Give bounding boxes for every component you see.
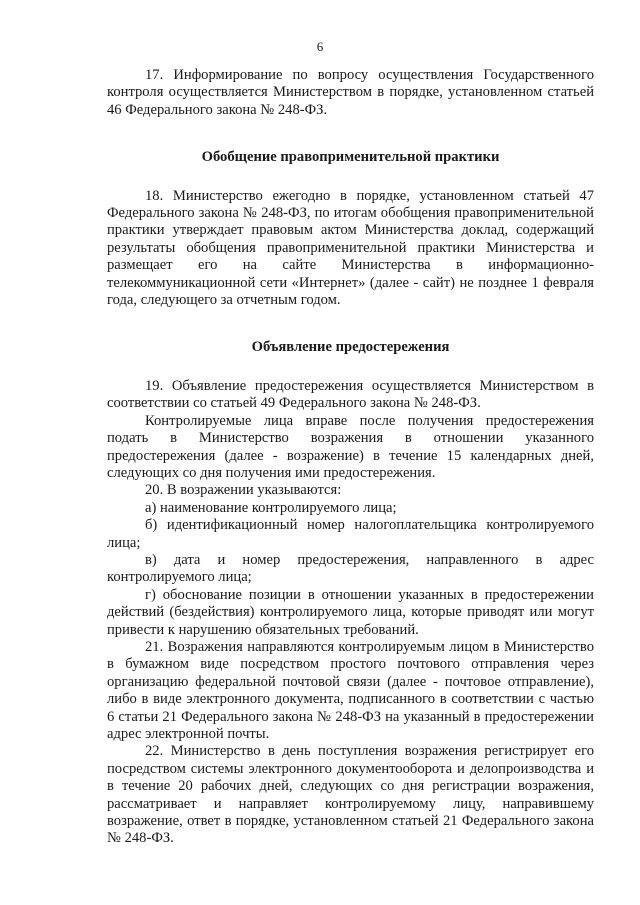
paragraph-20-a: а) наименование контролируемого лица; <box>145 499 397 516</box>
paragraph-20-c: в) дата и номер предостережения, направленного в адрес контролируемого лица; <box>107 551 594 586</box>
paragraph-18: 18. Министерство ежегодно в порядке, установленном статьей 47 Федерального закона № 248-ФЗ, по итогам обобщения правоприменительной практики утверждает правовым актом Министерства доклад, содержащий результаты обобщения правоприменительной практики Министерства и размещает его на сайте Министерства в информационно-телекоммуникационной сети «Интернет» (далее - сайт) не позднее 1 февраля года, следующего за отчетным годом. <box>107 187 594 309</box>
section-heading-warning: Объявление предостережения <box>251 339 450 356</box>
paragraph-20-b: б) идентификационный номер налогоплательщика контролируемого лица; <box>107 517 594 551</box>
paragraph-21: 21. Возражения направляются контролируемым лицом в Министерство в бумажном виде посредством простого почтового отправления через организацию федеральной почтовой связи (далее - почтовое отправление), либо в виде электронного документа, подписанного в соответствии с частью 6 статьи 21 Федерального закона № 248-ФЗ на указанный в предостережении адрес электронной почты. <box>107 638 594 742</box>
paragraph-19: 19. Объявление предостережения осуществляется Министерством в соответствии со статьей 49 Федерального закона № 248-ФЗ. <box>107 377 594 412</box>
paragraph-19-objections: Контролируемые лица вправе после получения предостережения подать в Министерство возражения в отношении указанного предостережения (далее - возражение) в течение 15 календарных дней, следующих со дня получения ими предостережения. <box>107 412 594 481</box>
paragraph-17: 17. Информирование по вопросу осуществления Государственного контроля осуществляется Министерством в порядке, установленном статьей 46 Федерального закона № 248-ФЗ. <box>107 67 594 118</box>
paragraph-20-d: г) обоснование позиции в отношении указанных в предостережении действий (бездействия) контролируемого лица, которые приводят или могут привести к нарушению обязательных требований. <box>107 586 594 638</box>
paragraph-20: 20. В возражении указываются: <box>145 482 342 499</box>
document-body <box>107 67 594 848</box>
paragraph-22: 22. Министерство в день поступления возражения регистрирует его посредством системы электронного документооборота и делопроизводства и в течение 20 рабочих дней, следующих со дня регистрации возражения, рассматривает и направляет контролируемому лицу, направившему возражение, ответ в порядке, установленном статьей 21 Федерального закона № 248-ФЗ. <box>107 743 594 847</box>
page-number: 6 <box>316 39 324 54</box>
section-heading-practice: Обобщение правоприменительной практики <box>201 149 500 166</box>
